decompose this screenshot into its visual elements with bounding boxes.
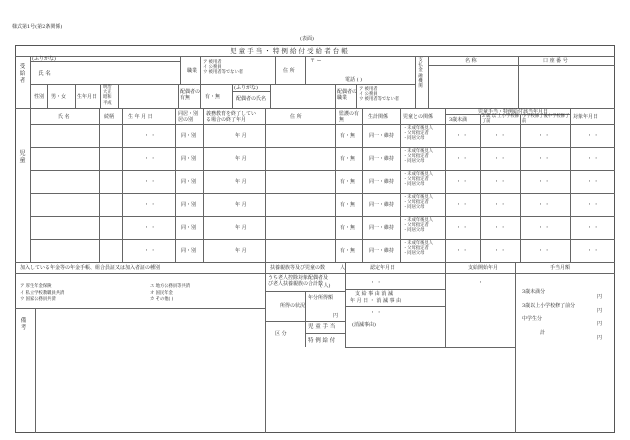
child-under3-date[interactable]: ・ ・: [456, 179, 468, 185]
monthly-header: 手当月額: [550, 265, 571, 271]
child-relationship-options[interactable]: ・未成年後見人 ・父母指定者 ・同居父母: [403, 149, 434, 165]
child-care-value[interactable]: 有・無: [340, 133, 356, 139]
reason-sub: 年 月 日 ・ 消 滅 事 由: [350, 298, 402, 304]
child-under3-date[interactable]: ・ ・: [456, 225, 468, 231]
form-title: 児 童 手 当 ・ 特 例 給 付 受 給 者 台 帳: [230, 46, 348, 55]
child-3-elem-date[interactable]: ・ ・: [494, 179, 506, 185]
child-end-date[interactable]: ・ ・: [587, 202, 599, 208]
bank-side-label: 支払金融機関: [418, 58, 423, 90]
child-end-date[interactable]: ・ ・: [587, 133, 599, 139]
recipient-side-label: 受給者: [19, 64, 26, 84]
end-date-header: 対象年月日: [573, 114, 599, 120]
spouse-furigana: (ふりがな): [234, 85, 258, 91]
spouse-exist-value[interactable]: 有・無: [205, 94, 221, 100]
child-care-value[interactable]: 有・無: [340, 202, 356, 208]
age-col-under3: 3歳未満: [449, 117, 468, 123]
child-relationship-options[interactable]: ・未成年後見人 ・父母指定者 ・同居父母: [403, 218, 434, 234]
child-birth-date[interactable]: ・ ・: [144, 156, 156, 162]
pension-right-options: エ 地方公務員等共済 オ 国民年金 カ その他( ): [150, 284, 191, 302]
child-edu-end-value[interactable]: 年 月: [235, 248, 247, 254]
child-relationship-options[interactable]: ・未成年後見人 ・父母指定者 ・同居父母: [403, 241, 434, 257]
child-end-date[interactable]: ・ ・: [587, 179, 599, 185]
payment-start-header: 支給開始年月: [468, 265, 499, 271]
gender-value[interactable]: 男・女: [51, 94, 67, 100]
col-care: 監護の有 無: [339, 111, 360, 123]
child-junior-date[interactable]: ・ ・: [538, 225, 550, 231]
col-cohab: 同居・別居の別: [178, 111, 199, 123]
payment-start-value[interactable]: ・: [478, 280, 484, 286]
child-livelihood-value[interactable]: 同一・維持: [369, 248, 395, 254]
remarks-label: 備考: [20, 318, 27, 331]
child-relationship-options[interactable]: ・未成年後見人 ・父母指定者 ・同居父母: [403, 172, 434, 188]
annual-income-label: 年分所得額: [308, 295, 334, 301]
reason-header: 支 給 事 由 消 滅: [355, 291, 393, 297]
child-livelihood-value[interactable]: 同一・維持: [369, 133, 395, 139]
spouse-job-label: 配偶者の職業: [337, 89, 358, 101]
child-junior-date[interactable]: ・ ・: [538, 202, 550, 208]
certify-header: 認定年月日: [370, 265, 396, 271]
child-birth-date[interactable]: ・ ・: [144, 133, 156, 139]
child-end-date[interactable]: ・ ・: [587, 248, 599, 254]
col-child-rel: 児童との関係: [403, 114, 434, 120]
era-options: 明治 大正 昭和 平成: [103, 85, 112, 106]
recipient-name-label: 氏 名: [38, 71, 51, 77]
child-cohab-value[interactable]: 同・別: [181, 156, 197, 162]
monthly-total-label: 計: [540, 330, 546, 336]
age-col-3-elem: 3 歳 以 上小学校修了前: [482, 114, 519, 125]
child-under3-date[interactable]: ・ ・: [456, 248, 468, 254]
child-under3-date[interactable]: ・ ・: [456, 156, 468, 162]
child-livelihood-value[interactable]: 同一・維持: [369, 202, 395, 208]
reason-date[interactable]: ・ ・: [370, 310, 382, 316]
child-care-value[interactable]: 有・無: [340, 248, 356, 254]
child-junior-date[interactable]: ・ ・: [538, 156, 550, 162]
annual-income-yen[interactable]: 円: [333, 313, 339, 319]
monthly-under3: 3歳未満分: [522, 289, 546, 295]
spouse-exist-label: 配偶者の有無: [180, 89, 201, 101]
postal-field[interactable]: 〒 ー: [310, 58, 322, 64]
col-livelihood: 生計関係: [368, 114, 389, 120]
child-end-date[interactable]: ・ ・: [587, 225, 599, 231]
child-3-elem-date[interactable]: ・ ・: [494, 225, 506, 231]
child-livelihood-value[interactable]: 同一・維持: [369, 156, 395, 162]
child-livelihood-value[interactable]: 同一・維持: [369, 179, 395, 185]
income-label: 所得の状況: [280, 303, 306, 309]
child-edu-end-value[interactable]: 年 月: [235, 179, 247, 185]
age-col-junior: 小学校修了後中学校修了前: [522, 114, 570, 125]
child-birth-date[interactable]: ・ ・: [144, 225, 156, 231]
address-label: 住 所: [283, 68, 295, 74]
child-birth-date[interactable]: ・ ・: [144, 248, 156, 254]
col-name: 氏 名: [58, 114, 70, 120]
children-side-label: 児童: [19, 150, 26, 164]
child-edu-end-value[interactable]: 年 月: [235, 156, 247, 162]
support-person-unit: 人: [340, 265, 346, 271]
title-divider: [15, 56, 615, 57]
child-3-elem-date[interactable]: ・ ・: [494, 156, 506, 162]
child-3-elem-date[interactable]: ・ ・: [494, 133, 506, 139]
child-end-date[interactable]: ・ ・: [587, 156, 599, 162]
pension-header: 加入している年金等の年金手帳、組合員証又は加入者証の種別: [20, 265, 161, 271]
monthly-yen-total[interactable]: 円: [597, 335, 603, 341]
spouse-name-label: 配偶者の氏名: [236, 96, 267, 102]
gender-label: 性別: [34, 94, 45, 100]
child-junior-date[interactable]: ・ ・: [538, 133, 550, 139]
child-under3-date[interactable]: ・ ・: [456, 133, 468, 139]
support-header: 扶養親族等及び児童の数: [270, 265, 326, 271]
age-group-header: 児童手当・特例給付該当年月日: [478, 108, 549, 115]
child-cohab-value[interactable]: 同・別: [181, 202, 197, 208]
child-3-elem-date[interactable]: ・ ・: [494, 248, 506, 254]
col-address: 住 所: [290, 114, 302, 120]
side-label: (表面): [300, 36, 314, 42]
child-cohab-value[interactable]: 同・別: [181, 248, 197, 254]
child-under3-date[interactable]: ・ ・: [456, 202, 468, 208]
reason-note: (消滅事由): [352, 322, 376, 328]
birth-label: 生年月日: [77, 94, 98, 100]
phone-field[interactable]: 電話 ( ): [345, 77, 363, 83]
monthly-yen-2[interactable]: 円: [597, 308, 603, 314]
special-benefit-field: 特 例 給 付: [308, 338, 336, 344]
child-livelihood-value[interactable]: 同一・維持: [369, 225, 395, 231]
child-allowance-field: 児 童 手 当: [308, 324, 336, 330]
child-relationship-options[interactable]: ・未成年後見人 ・父母指定者 ・同居父母: [403, 195, 434, 211]
child-relationship-options[interactable]: ・未成年後見人 ・父母指定者 ・同居父母: [403, 126, 434, 142]
child-care-value[interactable]: 有・無: [340, 156, 356, 162]
child-cohab-value[interactable]: 同・別: [181, 133, 197, 139]
col-birth: 生 年 月 日: [128, 114, 153, 120]
child-edu-end-value[interactable]: 年 月: [235, 225, 247, 231]
child-3-elem-date[interactable]: ・ ・: [494, 202, 506, 208]
child-junior-date[interactable]: ・ ・: [538, 248, 550, 254]
deduction-count[interactable]: ( 人): [320, 283, 331, 289]
child-edu-end-value[interactable]: 年 月: [235, 133, 247, 139]
child-junior-date[interactable]: ・ ・: [538, 179, 550, 185]
child-birth-date[interactable]: ・ ・: [144, 202, 156, 208]
recipient-furigana: (ふりがな): [32, 56, 56, 62]
monthly-yen-3[interactable]: 円: [597, 321, 603, 327]
job-options: ア 被用者 イ 公務員 ウ 被用者等でない者: [203, 60, 244, 76]
spouse-job-options: ア 被用者 イ 公務員 ウ 被用者等でない者: [359, 87, 400, 103]
child-care-value[interactable]: 有・無: [340, 225, 356, 231]
certify-date[interactable]: ・ ・: [370, 280, 382, 286]
child-cohab-value[interactable]: 同・別: [181, 179, 197, 185]
class-label: 区 分: [275, 331, 287, 337]
job-label: 職業: [187, 68, 198, 74]
col-edu-end: 義務教育を終了している場合の終了年月: [206, 111, 257, 123]
pension-left-options: ア 厚生年金保険 イ 私立学校教職員共済 ウ 国家公務員共済: [20, 284, 65, 302]
bank-name-header: 名 称: [465, 58, 477, 64]
child-cohab-value[interactable]: 同・別: [181, 225, 197, 231]
bank-account-header: 口 座 番 号: [543, 58, 568, 64]
monthly-yen-1[interactable]: 円: [597, 294, 603, 300]
col-relation: 続柄: [104, 114, 115, 120]
monthly-3-elem: 3歳以上小学校修了前分: [522, 303, 576, 309]
child-care-value[interactable]: 有・無: [340, 179, 356, 185]
form-id: 様式第1号(第2条関係): [12, 24, 63, 30]
child-birth-date[interactable]: ・ ・: [144, 179, 156, 185]
deduction-label: うち老人控除対象配偶者及び老人扶養親族の合計数: [268, 275, 329, 287]
child-edu-end-value[interactable]: 年 月: [235, 202, 247, 208]
monthly-junior: 中学生分: [522, 316, 543, 322]
